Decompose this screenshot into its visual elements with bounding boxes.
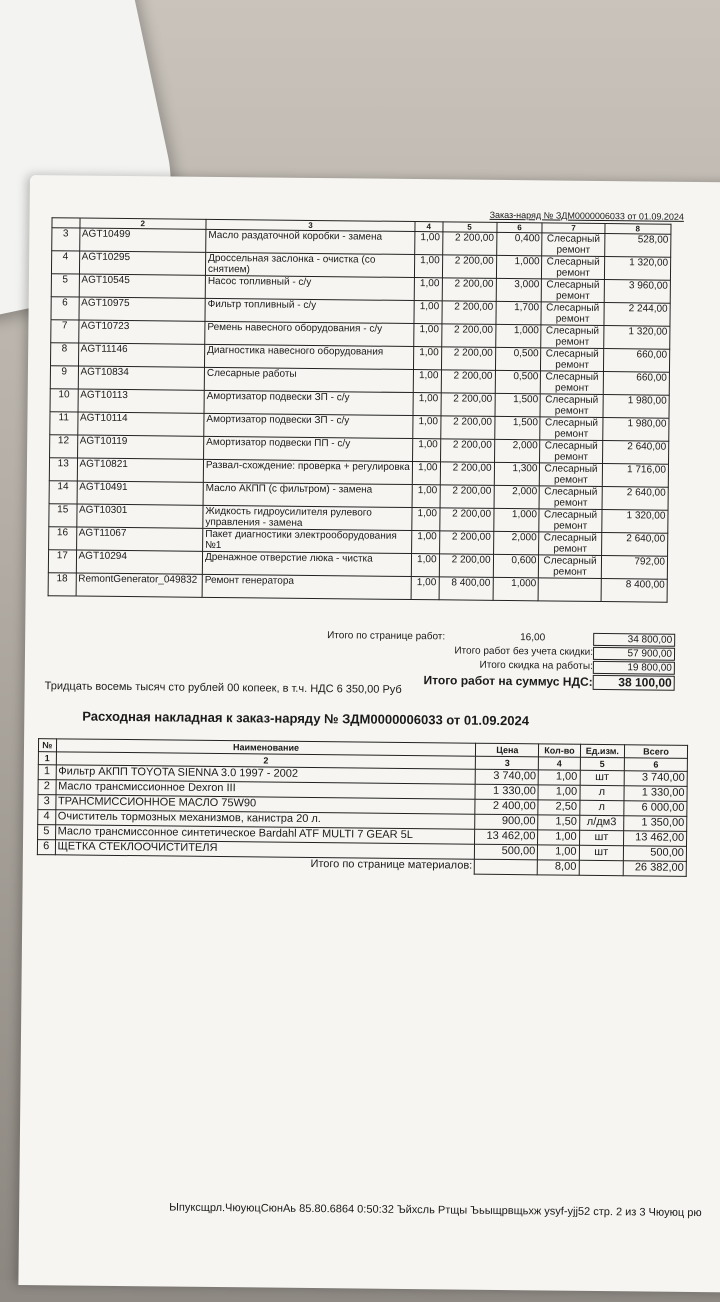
work-code: AGT10119: [77, 435, 204, 459]
work-qty: 1,00: [412, 485, 440, 508]
work-type: Слесарный ремонт: [541, 348, 603, 372]
work-qty: 1,00: [413, 416, 441, 439]
works-header-cell: 3: [206, 219, 415, 231]
row-number: 10: [50, 389, 78, 412]
material-qty: 2,50: [538, 800, 579, 815]
material-qty: 1,50: [538, 815, 579, 830]
materials-header-cell: №: [38, 739, 56, 752]
material-price: 1 330,00: [475, 784, 538, 800]
work-time: 1,500: [495, 393, 541, 416]
work-type: Слесарный ремонт: [540, 463, 602, 487]
work-qty: 1,00: [414, 255, 442, 278]
row-number: 9: [50, 366, 78, 389]
work-name: Жидкость гидроусилителя рулевого управления - замена: [203, 505, 412, 530]
document-page: [18, 175, 720, 1292]
work-type: Слесарный ремонт: [541, 325, 603, 349]
work-price: 2 200,00: [441, 393, 495, 417]
work-qty: 1,00: [414, 301, 442, 324]
work-price: 2 200,00: [441, 347, 495, 371]
work-code: AGT10723: [78, 320, 205, 344]
work-qty: 1,00: [412, 462, 440, 485]
work-sum: 2 640,00: [601, 533, 668, 557]
work-type: Слесарный ремонт: [539, 532, 601, 556]
work-type: Слесарный ремонт: [539, 509, 601, 533]
work-code: AGT10295: [79, 251, 206, 275]
material-name: Масло трансмиссионное Dexron III: [56, 780, 476, 799]
material-unit: шт: [580, 770, 625, 785]
work-price: 2 200,00: [440, 416, 494, 440]
work-price: 2 200,00: [442, 255, 496, 279]
work-time: 1,500: [494, 416, 540, 439]
work-time: 2,000: [493, 531, 539, 554]
works-header-cell: 6: [497, 222, 543, 232]
works-header-cell: 7: [542, 223, 604, 234]
work-name: Амортизатор подвески ПП - с/у: [204, 436, 413, 461]
work-qty: 1,00: [413, 393, 441, 416]
work-type: Слесарный ремонт: [539, 555, 601, 579]
work-qty: 1,00: [412, 531, 440, 554]
work-code: AGT10113: [78, 389, 205, 413]
work-time: 0,400: [496, 232, 542, 255]
work-sum: 660,00: [603, 349, 670, 373]
material-unit: л: [580, 785, 625, 800]
work-price: 2 200,00: [440, 485, 494, 509]
work-name: Амортизатор подвески ЗП - с/у: [204, 413, 413, 438]
work-code: AGT10491: [77, 481, 204, 505]
work-sum: 1 716,00: [602, 464, 669, 488]
material-name: Очиститель тормозных механизмов, канистра 20 л.: [55, 810, 475, 829]
work-sum: 1 980,00: [602, 418, 669, 442]
total-no-discount-label: Итого работ без учета скидки:: [454, 645, 594, 658]
materials-total-qty: 8,00: [538, 860, 579, 875]
work-sum: 792,00: [601, 556, 668, 580]
materials-subheader-cell: 5: [580, 757, 625, 770]
work-name: Ремень навесного оборудования - с/у: [205, 321, 414, 346]
work-type: Слесарный ремонт: [541, 371, 603, 395]
materials-header-cell: Кол-во: [539, 744, 580, 757]
row-number: 14: [49, 481, 77, 504]
page-total-sum: 34 800,00: [593, 633, 675, 647]
materials-header-cell: Всего: [625, 745, 688, 759]
row-number: 18: [48, 573, 76, 596]
work-code: AGT11146: [78, 343, 205, 367]
work-qty: 1,00: [413, 439, 441, 462]
row-number: 4: [51, 251, 79, 274]
work-price: 8 400,00: [439, 577, 493, 601]
material-price: 13 462,00: [475, 829, 538, 845]
material-price: 500,00: [475, 844, 538, 860]
work-price: 2 200,00: [442, 301, 496, 325]
work-name: Дренажное отверстие люка - чистка: [202, 551, 411, 576]
work-qty: 1,00: [413, 347, 441, 370]
work-qty: 1,00: [414, 278, 442, 301]
work-code: AGT10975: [79, 297, 206, 321]
work-qty: 1,00: [415, 232, 443, 255]
material-name: Масло трансмиссонное синтетическое Bardahl ATF MULTI 7 GEAR 5L: [55, 825, 475, 844]
works-table: [48, 217, 672, 602]
work-name: Масло АКПП (с фильтром) - замена: [203, 482, 412, 507]
work-code: AGT10545: [79, 274, 206, 298]
material-number: 3: [38, 795, 56, 810]
materials-header-cell: Наименование: [56, 739, 476, 756]
row-number: 15: [49, 504, 77, 527]
work-price: 2 200,00: [442, 278, 496, 302]
materials-header-cell: Ед.изм.: [580, 744, 625, 757]
row-number: 5: [51, 274, 79, 297]
order-header-note: Заказ-наряд № ЗДМ0000006033 от 01.09.2024: [489, 209, 684, 222]
work-sum: 528,00: [604, 234, 671, 258]
total-no-discount-value: 57 900,00: [593, 647, 675, 661]
work-time: 1,000: [496, 255, 542, 278]
material-name: Фильтр АКПП TOYOTA SIENNA 3.0 1997 - 2002: [56, 765, 476, 784]
total-vat-label: Итого работ на суммус НДС:: [423, 673, 593, 689]
work-type: Слесарный ремонт: [541, 302, 603, 326]
work-price: 2 200,00: [442, 232, 496, 256]
work-price: 2 200,00: [439, 508, 493, 532]
material-price: 2 400,00: [475, 799, 538, 815]
amount-in-words: Тридцать восемь тысяч сто рублей 00 копеек, в т.ч. НДС 6 350,00 Руб: [44, 680, 402, 696]
work-price: 2 200,00: [439, 531, 493, 555]
page-footer: Ыпуксщрл.ЧюуюцСюнАь 85.80.6864 0:50:32 Ъйхсль Ртщы Ъьыщрвщьхж ysyf-yjj52 стр. 2 из 3 Чюуюц рю: [169, 1201, 702, 1220]
works-header-cell: [52, 218, 80, 228]
empty-cell: [475, 859, 538, 875]
material-unit: шт: [579, 845, 624, 860]
work-price: 2 200,00: [441, 324, 495, 348]
materials-subheader-cell: 3: [476, 756, 539, 770]
total-vat-value: 38 100,00: [593, 675, 675, 691]
row-number: 17: [48, 550, 76, 573]
work-time: 2,000: [494, 439, 540, 462]
work-sum: 660,00: [603, 372, 670, 396]
material-number: 1: [38, 765, 56, 780]
row-number: 3: [52, 228, 80, 251]
work-name: Дроссельная заслонка - очистка (со снятием): [205, 252, 414, 277]
work-price: 2 200,00: [439, 554, 493, 578]
materials-subheader-cell: 4: [539, 757, 580, 770]
row-number: 12: [50, 435, 78, 458]
works-header-cell: 2: [79, 218, 206, 229]
work-sum: 2 640,00: [602, 487, 669, 511]
materials-total-label: Итого по странице материалов:: [310, 857, 473, 872]
work-name: Пакет диагностики электрооборудования №1: [203, 528, 412, 553]
material-sum: 500,00: [623, 846, 686, 862]
work-code: RemontGenerator_049832: [76, 573, 203, 597]
work-time: 1,300: [494, 462, 540, 485]
material-price: 900,00: [475, 814, 538, 830]
row-number: 11: [50, 412, 78, 435]
work-code: AGT10114: [77, 412, 204, 436]
work-name: Диагностика навесного оборудования: [204, 344, 413, 369]
material-number: 4: [38, 810, 56, 825]
work-name: Фильтр топливный - с/у: [205, 298, 414, 323]
materials-header-cell: Цена: [476, 743, 539, 757]
materials-subheader-cell: 1: [38, 752, 56, 765]
material-name: ТРАНСМИССИОННОЕ МАСЛО 75W90: [55, 795, 475, 814]
row-number: 7: [51, 320, 79, 343]
material-qty: 1,00: [538, 785, 579, 800]
work-name: Насос топливный - с/у: [205, 275, 414, 300]
work-qty: 1,00: [412, 508, 440, 531]
row-number: 13: [49, 458, 77, 481]
work-sum: 1 320,00: [603, 326, 670, 350]
materials-subheader-cell: 2: [56, 752, 476, 769]
work-type: Слесарный ремонт: [540, 417, 602, 441]
work-price: 2 200,00: [440, 439, 494, 463]
works-header-cell: 8: [605, 224, 671, 235]
work-name: Слесарные работы: [204, 367, 413, 392]
material-sum: 13 462,00: [624, 831, 687, 847]
material-qty: 1,00: [538, 770, 579, 785]
work-time: 1,000: [493, 508, 539, 531]
work-qty: 1,00: [413, 370, 441, 393]
work-sum: 2 640,00: [602, 441, 669, 465]
row-number: 8: [51, 343, 79, 366]
work-time: 3,000: [496, 278, 542, 301]
material-sum: 6 000,00: [624, 801, 687, 817]
work-code: AGT10301: [76, 504, 203, 528]
work-code: AGT10834: [78, 366, 205, 390]
work-type: Слесарный ремонт: [542, 279, 604, 303]
works-header-cell: 5: [442, 222, 496, 233]
work-sum: 1 320,00: [604, 257, 671, 281]
material-name: ЩЕТКА СТЕКЛООЧИСТИТЕЛЯ: [55, 840, 475, 859]
work-type: Слесарный ремонт: [542, 233, 604, 257]
material-qty: 1,00: [538, 845, 579, 860]
work-type: Слесарный ремонт: [540, 440, 602, 464]
work-sum: 1 320,00: [601, 510, 668, 534]
work-name: Ремонт генератора: [202, 574, 411, 599]
material-unit: шт: [579, 830, 624, 845]
materials-table: [37, 738, 688, 877]
work-time: 0,500: [495, 347, 541, 370]
work-qty: 1,00: [411, 554, 439, 577]
work-type: Слесарный ремонт: [540, 394, 602, 418]
row-number: 6: [51, 297, 79, 320]
material-sum: 1 330,00: [624, 786, 687, 802]
row-number: 16: [49, 527, 77, 550]
work-sum: 2 244,00: [604, 303, 671, 327]
work-code: AGT10499: [79, 228, 206, 252]
material-sum: 1 350,00: [624, 816, 687, 832]
work-time: 1,000: [493, 577, 539, 600]
materials-subheader-cell: 6: [624, 758, 687, 772]
work-time: 2,000: [494, 485, 540, 508]
work-type: [539, 578, 601, 602]
work-price: 2 200,00: [440, 462, 494, 486]
work-type: Слесарный ремонт: [540, 486, 602, 510]
work-time: 0,600: [493, 554, 539, 577]
work-sum: 3 960,00: [604, 280, 671, 304]
material-number: 6: [37, 840, 55, 855]
material-sum: 3 740,00: [624, 771, 687, 787]
work-price: 2 200,00: [441, 370, 495, 394]
page-total-label: Итого по странице работ:: [327, 630, 446, 643]
material-price: 3 740,00: [476, 769, 539, 785]
work-code: AGT11067: [76, 527, 203, 551]
materials-title: Расходная накладная к заказ-наряду № ЗДМ0000006033 от 01.09.2024: [82, 708, 530, 729]
work-qty: 1,00: [411, 577, 439, 600]
discount-value: 19 800,00: [593, 661, 675, 675]
work-type: Слесарный ремонт: [542, 256, 604, 280]
works-header-cell: 4: [415, 222, 443, 232]
work-sum: 8 400,00: [601, 579, 668, 603]
material-number: 5: [38, 825, 56, 840]
work-qty: 1,00: [414, 324, 442, 347]
materials-total-sum: 26 382,00: [623, 861, 686, 877]
material-unit: л/дм3: [579, 815, 624, 830]
work-code: AGT10294: [76, 550, 203, 574]
work-sum: 1 980,00: [603, 395, 670, 419]
work-name: Масло раздаточной коробки - замена: [206, 229, 415, 254]
work-time: 1,000: [495, 324, 541, 347]
discount-label: Итого скидка на работы:: [479, 659, 593, 672]
work-time: 1,700: [496, 301, 542, 324]
page-total-time: 16,00: [520, 632, 546, 644]
work-name: Амортизатор подвески ЗП - с/у: [204, 390, 413, 415]
work-time: 0,500: [495, 370, 541, 393]
empty-cell: [579, 860, 624, 875]
material-qty: 1,00: [538, 830, 579, 845]
work-code: AGT10821: [77, 458, 204, 482]
material-unit: л: [579, 800, 624, 815]
work-name: Развал-схождение: проверка + регулировка: [203, 459, 412, 484]
material-number: 2: [38, 780, 56, 795]
